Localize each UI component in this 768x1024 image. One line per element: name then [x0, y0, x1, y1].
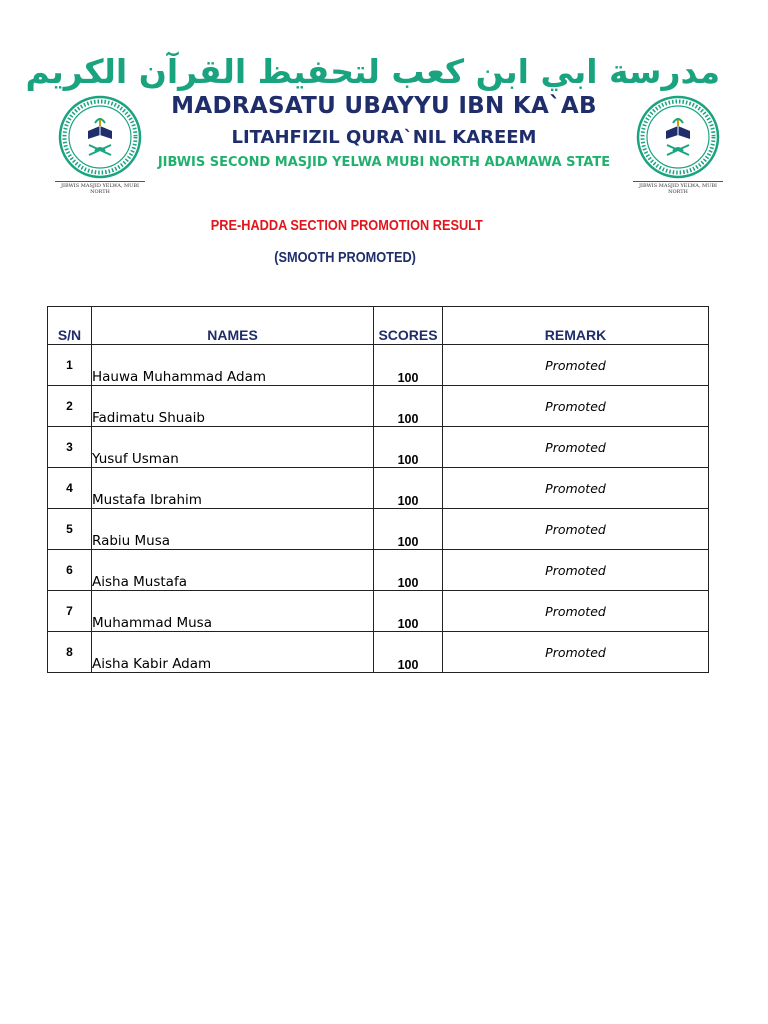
cell-sn: 5 [48, 509, 92, 550]
cell-score: 100 [374, 386, 443, 427]
cell-sn: 6 [48, 550, 92, 591]
cell-remark: Promoted [443, 386, 709, 427]
school-seal-logo-left [55, 93, 145, 195]
school-address: JIBWIS SECOND MASJID YELWA MUBI NORTH ADAMAWA STATE [157, 155, 611, 170]
cell-name: Aisha Kabir Adam [92, 632, 374, 673]
cell-sn: 8 [48, 632, 92, 673]
cell-name: Fadimatu Shuaib [92, 386, 374, 427]
result-title: PRE-HADDA SECTION PROMOTION RESULT [210, 217, 483, 234]
table-row [48, 468, 709, 509]
cell-name: Hauwa Muhammad Adam [92, 345, 374, 386]
header-names: NAMES [92, 307, 374, 345]
letterhead [0, 0, 768, 200]
table-row [48, 550, 709, 591]
school-name: MADRASATU UBAYYU IBN KA`AB [171, 93, 597, 119]
table-row [48, 632, 709, 673]
table-header-row [48, 307, 709, 345]
cell-remark: Promoted [443, 550, 709, 591]
table-row [48, 386, 709, 427]
cell-remark: Promoted [443, 468, 709, 509]
cell-sn: 4 [48, 468, 92, 509]
header-remark: REMARK [443, 307, 709, 345]
cell-name: Mustafa Ibrahim [92, 468, 374, 509]
cell-sn: 7 [48, 591, 92, 632]
cell-score: 100 [374, 345, 443, 386]
cell-name: Rabiu Musa [92, 509, 374, 550]
header-scores: SCORES [374, 307, 443, 345]
seal-emblem-icon [633, 93, 723, 179]
cell-remark: Promoted [443, 509, 709, 550]
cell-remark: Promoted [443, 632, 709, 673]
cell-sn: 2 [48, 386, 92, 427]
cell-sn: 1 [48, 345, 92, 386]
cell-remark: Promoted [443, 427, 709, 468]
cell-remark: Promoted [443, 345, 709, 386]
cell-score: 100 [374, 509, 443, 550]
table-row [48, 591, 709, 632]
results-table [47, 306, 709, 673]
cell-name: Yusuf Usman [92, 427, 374, 468]
arabic-school-title: مدرسة ابي ابن كعب لتحفيظ القرآن الكريم [25, 52, 720, 91]
cell-name: Aisha Mustafa [92, 550, 374, 591]
school-seal-logo-right [633, 93, 723, 195]
header-sn: S/N [48, 307, 92, 345]
seal-emblem-icon [55, 93, 145, 179]
cell-sn: 3 [48, 427, 92, 468]
cell-score: 100 [374, 550, 443, 591]
table-row [48, 427, 709, 468]
cell-score: 100 [374, 427, 443, 468]
school-subtitle: LITAHFIZIL QURA`NIL KAREEM [231, 127, 537, 148]
table-row [48, 509, 709, 550]
table-row [48, 345, 709, 386]
cell-score: 100 [374, 468, 443, 509]
cell-score: 100 [374, 632, 443, 673]
seal-caption: JIBWIS MASJID YELWA, MUBI NORTH [633, 181, 723, 195]
cell-score: 100 [374, 591, 443, 632]
cell-remark: Promoted [443, 591, 709, 632]
cell-name: Muhammad Musa [92, 591, 374, 632]
result-subtitle: (SMOOTH PROMOTED) [274, 249, 416, 266]
seal-caption: JIBWIS MASJID YELWA, MUBI NORTH [55, 181, 145, 195]
